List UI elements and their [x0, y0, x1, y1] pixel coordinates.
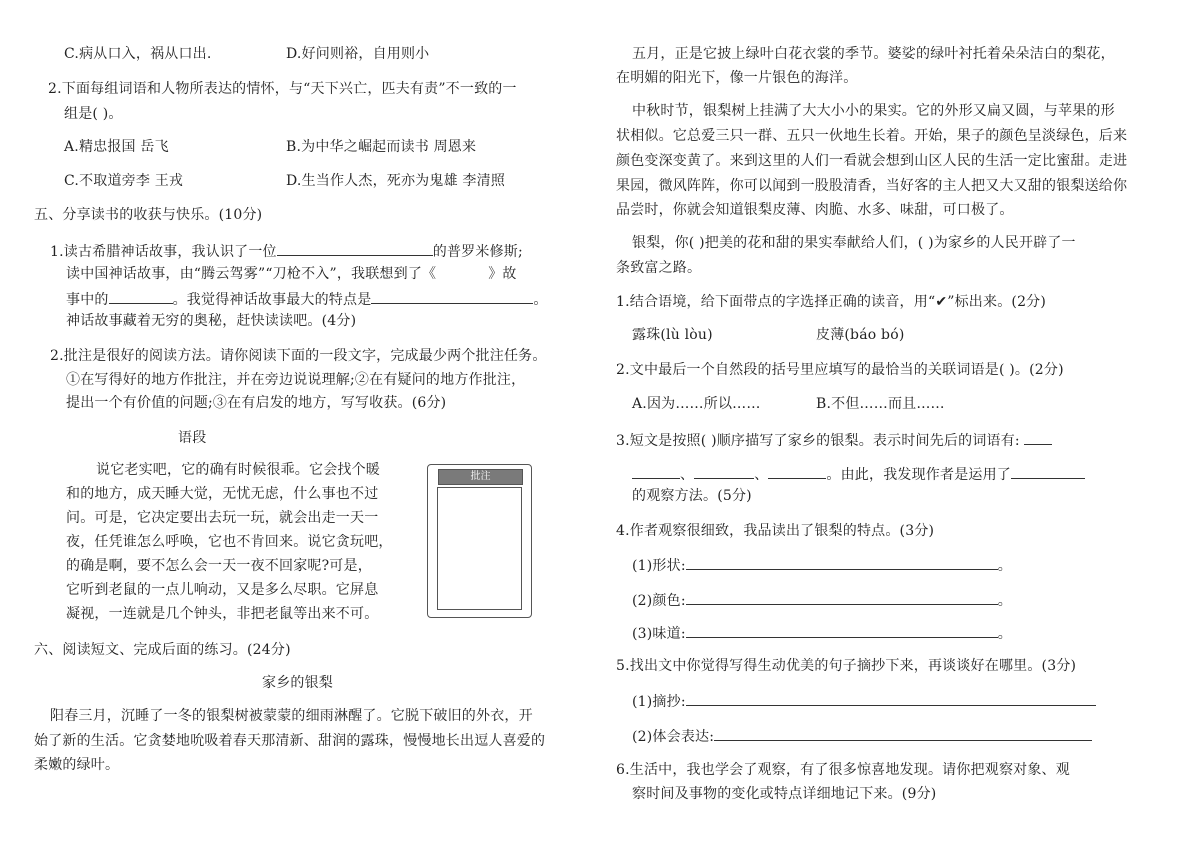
- r-q2-option-b[interactable]: B.不但……而且……: [816, 396, 945, 412]
- s5-q2-line1: 2.批注是很好的阅读方法。请你阅读下面的一段文字，完成最少两个批注任务。: [50, 348, 547, 364]
- r-q2-option-a[interactable]: A.因为……所以……: [632, 396, 761, 412]
- passage-line: 说它老实吧，它的确有时候很乖。它会找个暖: [96, 462, 380, 478]
- question-2-line2: 组是( )。: [64, 106, 123, 122]
- r-question-5: 5.找出文中你觉得写得生动优美的句子摘抄下来，再谈谈好在哪里。(3分): [616, 658, 1077, 674]
- r-q4-shape: (1)形状: 。: [632, 554, 1012, 576]
- r-question-3-line2: 、 、 。由此，我发现作者是运用了: [632, 463, 1085, 485]
- story-line: 五月，正是它披上绿叶白花衣裳的季节。婆娑的绿叶衬托着朵朵洁白的梨花，: [632, 46, 1115, 62]
- option-c-top: C.病从口入，祸从口出.: [64, 46, 212, 62]
- passage-title: 语段: [178, 430, 207, 446]
- passage-line: 问。可是，它决定要出去玩一玩，就会出走一天一: [66, 510, 379, 526]
- answer-line[interactable]: [686, 589, 998, 605]
- r-question-4: 4.作者观察很细致，我品读出了银梨的特点。(3分): [616, 523, 935, 539]
- answer-line[interactable]: [686, 622, 998, 638]
- r-q1-option-b[interactable]: 皮薄(báo bó): [816, 327, 905, 343]
- fill-blank[interactable]: [694, 463, 754, 479]
- r-question-6-line1: 6.生活中，我也学会了观察，有了很多惊喜地发现。请你把观察对象、观: [616, 762, 1070, 778]
- passage-line: 它听到老鼠的一点儿响动，又是多么尽职。它屏息: [66, 582, 379, 598]
- option-d-top: D.好问则裕，自用则小: [286, 46, 430, 62]
- story-line: 颜色变深变黄了。来到这里的人们一看就会想到山区人民的生活一定比蜜甜。走进: [616, 153, 1128, 169]
- r-q5-feeling: (2)体会表达:: [632, 725, 1092, 747]
- fill-blank[interactable]: [1011, 463, 1085, 479]
- s5-q1-line4: 神话故事藏着无穷的奥秘，赶快读读吧。(4分): [66, 313, 357, 329]
- r-q4-taste: (3)味道: 。: [632, 622, 1012, 644]
- fill-blank[interactable]: [632, 463, 680, 479]
- s5-q1-line1: 1.读古希腊神话故事，我认识了一位 的普罗米修斯;: [50, 240, 523, 262]
- story-line: 始了新的生活。它贪婪地吮吸着春天那清新、甜润的露珠，慢慢地长出逗人喜爱的: [34, 733, 546, 749]
- passage-line: 凝视，一连就是几个钟头，非把老鼠等出来不可。: [66, 606, 379, 622]
- r-question-1: 1.结合语境，给下面带点的字选择正确的读音，用“✔”标出来。(2分): [616, 294, 1047, 310]
- story-line: 阳春三月，沉睡了一冬的银梨树被蒙蒙的细雨淋醒了。它脱下破旧的外衣，开: [50, 708, 533, 724]
- story-line: 果园，微风阵阵，你可以闻到一股股清香，当好客的主人把又大又甜的银梨送给你: [616, 178, 1128, 194]
- story-line: 品尝时，你就会知道银梨皮薄、肉脆、水多、味甜，可口极了。: [616, 202, 1014, 218]
- story-line: 银梨，你( )把美的花和甜的果实奉献给人们，( )为家乡的人民开辟了一: [632, 235, 1076, 251]
- r-question-3-line3: 的观察方法。(5分): [632, 488, 752, 504]
- q2-option-d: D.生当作人杰，死亦为鬼雄 李清照: [286, 173, 506, 189]
- r-question-2: 2.文中最后一个自然段的括号里应填写的最恰当的关联词语是( )。(2分): [616, 362, 1064, 378]
- section-6-title: 六、阅读短文、完成后面的练习。(24分): [34, 642, 291, 658]
- fill-blank[interactable]: [768, 463, 826, 479]
- q2-option-b: B.为中华之崛起而读书 周恩来: [286, 139, 477, 155]
- s5-q1-line3: 事中的 。我觉得神话故事最大的特点是 。: [66, 288, 548, 310]
- s5-q1-line2: 读中国神话故事，由“腾云驾雾”“刀枪不入”，我联想到了《 》故: [66, 266, 517, 282]
- annotation-box[interactable]: [427, 464, 532, 618]
- r-question-6-line2: 察时间及事物的变化或特点详细地记下来。(9分): [632, 786, 937, 802]
- answer-line[interactable]: [686, 690, 1096, 706]
- story-line: 状相似。它总爱三只一群、五只一伙地生长着。开始，果子的颜色呈淡绿色，后来: [616, 128, 1128, 144]
- annotation-area[interactable]: [437, 487, 522, 610]
- answer-line[interactable]: [714, 725, 1092, 741]
- fill-blank[interactable]: [1024, 429, 1052, 445]
- story-line: 在明媚的阳光下，像一片银色的海洋。: [616, 70, 858, 86]
- r-question-3-line1: 3.短文是按照( )顺序描写了家乡的银梨。表示时间先后的词语有:: [616, 429, 1052, 451]
- fill-blank[interactable]: [371, 288, 533, 304]
- r-q1-option-a[interactable]: 露珠(lù lòu): [632, 327, 713, 343]
- story-line: 柔嫩的绿叶。: [34, 757, 120, 773]
- story-line: 条致富之路。: [616, 260, 702, 276]
- r-q4-color: (2)颜色: 。: [632, 589, 1012, 611]
- passage-line: 的确是啊，要不怎么会一天一夜不回家呢?可是，: [66, 558, 372, 574]
- fill-blank[interactable]: [277, 240, 433, 256]
- fill-blank[interactable]: [109, 288, 173, 304]
- s5-q2-line2: ①在写得好的地方作批注，并在旁边说说理解;②在有疑问的地方作批注，: [66, 372, 526, 388]
- story-title: 家乡的银梨: [262, 675, 333, 691]
- q2-option-c: C.不取道旁李 王戎: [64, 173, 184, 189]
- q2-option-a: A.精忠报国 岳飞: [64, 139, 169, 155]
- story-line: 中秋时节，银梨树上挂满了大大小小的果实。它的外形又扁又圆，与苹果的形: [632, 103, 1115, 119]
- section-5-title: 五、分享读书的收获与快乐。(10分): [34, 207, 263, 223]
- question-2-line1: 2.下面每组词语和人物所表达的情怀，与“天下兴亡，匹夫有责”不一致的一: [48, 81, 517, 97]
- annotation-label: 批注: [438, 469, 523, 485]
- answer-line[interactable]: [686, 554, 998, 570]
- r-q5-copy: (1)摘抄:: [632, 690, 1096, 712]
- passage-line: 和的地方，成天睡大觉，无忧无虑，什么事也不过: [66, 486, 379, 502]
- s5-q2-line3: 提出一个有价值的问题;③在有启发的地方，写写收获。(6分): [66, 395, 447, 411]
- passage-line: 夜，任凭谁怎么呼唤，它也不肯回来。说它贪玩吧，: [66, 534, 393, 550]
